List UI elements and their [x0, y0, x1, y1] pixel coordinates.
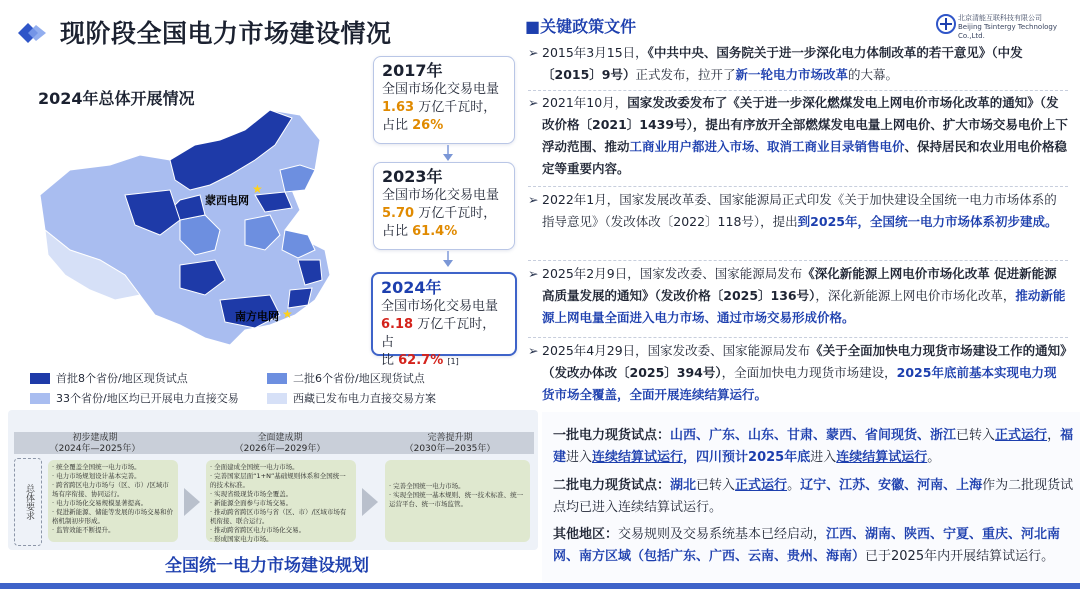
timeline-share: 26% [412, 118, 444, 133]
policy-divider [528, 337, 1068, 338]
timeline-year: 2024年 [381, 278, 442, 297]
timeline-share: 61.4% [412, 224, 458, 239]
legend-item [30, 370, 188, 386]
timeline-share-prefix: 比 [381, 353, 399, 368]
timeline-unit: 万亿千瓦时， [414, 100, 497, 115]
guangzhou-star-icon: ★ [282, 307, 293, 321]
policy-heading: ■关键政策文件 [525, 17, 637, 36]
timeline-year: 2017年 [382, 61, 443, 80]
timeline-share-prefix: 占比 [382, 118, 413, 133]
reference-mark: [1] [447, 357, 459, 366]
legend-item [267, 390, 436, 406]
phase-header: 初步建成期 （2024年—2025年） [49, 433, 141, 454]
legend-swatch [267, 393, 287, 404]
chevron-right-icon [362, 488, 378, 516]
overview-title: 2024年总体开展情况 [38, 89, 195, 108]
map-first-batch-region [288, 288, 312, 308]
timeline-card-2024 [371, 272, 517, 368]
policy-item: ➢ 2025年2月9日，国家发改委、国家能源局发布《深化新能源上网电价市场化改革 促进新能源高质量发展的通知》（发改价格〔2025〕136号），深化新能源上网电价市场化改革，推动新能源上网电量全面进入电力市场、通过市场交易形成价格。 [528, 263, 1068, 329]
phase-cell: · 完善全国统一电力市场。 · 实现全国统一基本规则、统一技术标准、统一运营平台、统一市场监管。 [385, 460, 530, 542]
company-name-cn: 北京清能互联科技有限公司 [958, 14, 1042, 22]
timeline-year: 2023年 [382, 167, 443, 186]
spot-second-batch: 二批电力现货试点：湖北已转入正式运行。辽宁、江苏、安徽、河南、上海作为二批现货试点均已进入连续结算试运行。 [553, 478, 1074, 515]
chevron-right-icon: ➢ [528, 95, 539, 110]
phase-cell: · 全面建成全国统一电力市场。 · 完善国家层面“1+N”基础规则体系和全国统一的技术标准。 · 实现省级现货市场全覆盖。 · 新能源全面参与市场交易。 · 推动跨省跨区市场与省（区、市）/区域市场有机衔接、联合运行。 · 推动跨省跨区电力市场化交易。 · 形成国家电力市场。 [206, 460, 356, 542]
policy-divider [528, 90, 1068, 91]
timeline-unit: 万亿千瓦时，占 [381, 317, 496, 350]
footer-accent-bar [0, 583, 1080, 589]
legend-item [267, 370, 425, 386]
phase-cell: · 统全覆盖全国统一电力市场。 · 电力市场规划设计基本完善。 · 跨省跨区电力市场与（区、市）/区域市场有序衔接、协同运行。 · 电力市场化交易规模显著提高。 · 促进新能源、储能等发展的市场交易和价格机制初步形成。 · 监管效能不断提升。 [48, 460, 178, 542]
arrow-down-icon [443, 154, 453, 161]
policy-divider [528, 186, 1068, 187]
plan-caption: 全国统一电力市场建设规划 [165, 556, 369, 576]
timeline-desc: 全国市场化交易电量 [382, 188, 500, 203]
timeline-card-2017 [373, 56, 515, 144]
spot-first-batch: 一批电力现货试点：山西、广东、山东、甘肃、蒙西、省间现货、浙江已转入正式运行，福建进入连续结算试运行，四川预计2025年底进入连续结算试运行。 [553, 428, 1074, 465]
square-bullet-icon: ■ [525, 17, 541, 36]
timeline-desc: 全国市场化交易电量 [382, 82, 500, 97]
timeline-share: 62.7% [398, 353, 444, 368]
legend-swatch [30, 393, 50, 404]
map-second-batch-region [280, 165, 315, 192]
legend-swatch [30, 373, 50, 384]
company-name-en: Beijing Tsintergy Technology Co.,Ltd. [958, 23, 1058, 40]
legend-swatch [267, 373, 287, 384]
arrow-down-icon [443, 260, 453, 267]
plan-side-label: 总体要求 [14, 458, 42, 546]
policy-item: ➢ 2021年10月，国家发改委发布了《关于进一步深化燃煤发电上网电价市场化改革的通知》（发改价格〔2021〕1439号），提出有序放开全部燃煤发电电量上网电价、扩大市场交易电价上下浮动范围、推动工商业用户都进入市场、取消工商业目录销售电价、保持居民和农业用电价格稳定等重要内容。 [528, 92, 1068, 180]
company-logo-icon [935, 14, 957, 34]
nanfang-grid-label: 南方电网 [235, 310, 279, 323]
timeline-value: 5.70 [382, 206, 415, 221]
timeline-unit: 万亿千瓦时， [414, 206, 497, 221]
chevron-right-icon: ➢ [528, 266, 539, 281]
policy-item: ➢ 2022年1月，国家发展改革委、国家能源局正式印发《关于加快建设全国统一电力市场体系的指导意见》（发改体改〔2022〕118号），提出到2025年，全国统一电力市场体系初步建成。 [528, 189, 1068, 233]
company-name [958, 14, 1066, 41]
legend-label: 二批6个省份/地区现货试点 [293, 372, 425, 385]
timeline-value: 6.18 [381, 317, 414, 332]
policy-item: ➢ 2025年4月29日，国家发改委、国家能源局发布《关于全面加快电力现货市场建设工作的通知》（发改办体改〔2025〕394号），全面加快电力现货市场建设，2025年底前基本实现电力现货市场全覆盖，全面开展连续结算运行。 [528, 340, 1068, 406]
timeline-card-2023 [373, 162, 515, 250]
timeline-value: 1.63 [382, 100, 415, 115]
chevron-right-icon: ➢ [528, 45, 539, 60]
mengxi-grid-label: 蒙西电网 [205, 194, 249, 207]
timeline-desc: 全国市场化交易电量 [381, 299, 499, 314]
phase-header: 完善提升期 （2030年—2035年） [404, 433, 496, 454]
chevron-right-icon: ➢ [528, 192, 539, 207]
phase-header: 全面建成期 （2026年—2029年） [234, 433, 326, 454]
policy-item: ➢ 2015年3月15日，《中共中央、国务院关于进一步深化电力体制改革的若干意见》（中发〔2015〕9号）正式发布，拉开了新一轮电力市场改革的大幕。 [528, 42, 1068, 86]
beijing-star-icon: ★ [252, 182, 263, 196]
china-map [30, 100, 370, 360]
page-title: 现阶段全国电力市场建设情况 [60, 19, 392, 48]
policy-divider [528, 260, 1068, 261]
timeline-share-prefix: 占比 [382, 224, 413, 239]
legend-label: 33个省份/地区均已开展电力直接交易 [56, 392, 239, 405]
legend-label: 首批8个省份/地区现货试点 [56, 372, 188, 385]
legend-item [30, 390, 239, 406]
legend-label: 西藏已发布电力直接交易方案 [293, 392, 436, 405]
spot-other-regions: 其他地区：交易规则及交易系统基本已经启动，江西、湖南、陕西、宁夏、重庆、河北南网、南方区域（包括广东、广西、云南、贵州、海南）已于2025年内开展结算试运行。 [553, 527, 1061, 564]
title-logo-icon [14, 20, 50, 46]
chevron-right-icon: ➢ [528, 343, 539, 358]
chevron-right-icon [184, 488, 200, 516]
